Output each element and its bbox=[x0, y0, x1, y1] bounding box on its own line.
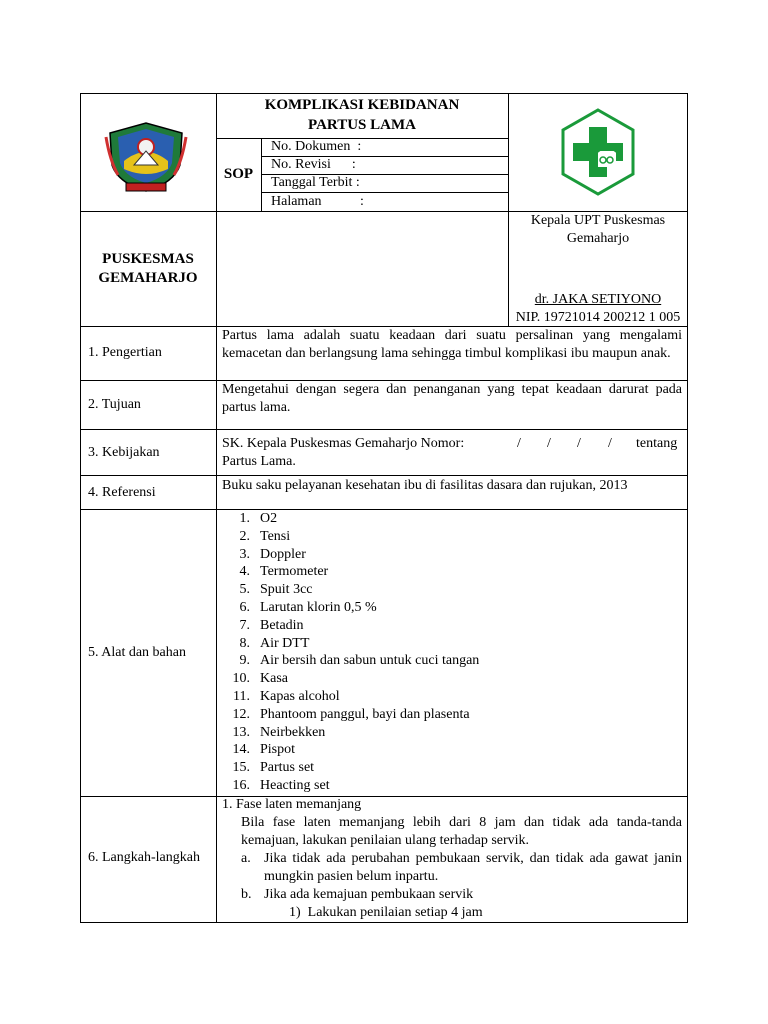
kebijakan-slash: / bbox=[547, 436, 551, 451]
list-item bbox=[222, 528, 290, 546]
list-item bbox=[222, 635, 309, 653]
list-item bbox=[222, 599, 377, 617]
list-item-number: 10. bbox=[232, 671, 250, 687]
list-item-text: Partus set bbox=[260, 760, 315, 776]
list-item-number: 11. bbox=[233, 689, 250, 704]
list-item-text: Air bersih dan sabun untuk cuci tangan bbox=[260, 653, 480, 669]
list-item bbox=[222, 563, 328, 581]
rule bbox=[261, 138, 262, 211]
list-item-text: Kasa bbox=[260, 671, 288, 687]
list-item-number: 6. bbox=[239, 600, 250, 615]
list-item bbox=[222, 510, 277, 528]
list-item-text: Kapas alcohol bbox=[260, 689, 340, 704]
list-item-number: 3. bbox=[239, 546, 250, 562]
rule bbox=[216, 138, 508, 139]
rule bbox=[80, 922, 688, 923]
kebijakan-slash: / bbox=[517, 436, 521, 451]
section-label-langkah: 6. Langkah-langkah bbox=[88, 850, 200, 865]
issue-date-field: Tanggal Terbit : bbox=[271, 175, 360, 190]
list-item bbox=[222, 759, 314, 777]
list-item-text: Spuit 3cc bbox=[260, 582, 313, 598]
list-item-number: 12. bbox=[232, 706, 250, 722]
list-item-number: 7. bbox=[239, 617, 250, 633]
equipment-list bbox=[222, 510, 682, 796]
head-title-line2: Gemaharjo bbox=[566, 231, 630, 246]
step1a-label: a. bbox=[241, 851, 251, 866]
section-text-pengertian: Partus lama adalah suatu keadaan dari suatu persalinan yang mengalami kemacetan dan berlangsung lama sehingga timbul komplikasi ibu maupun anak. bbox=[222, 328, 682, 361]
list-item-number: 16. bbox=[232, 778, 250, 793]
list-item bbox=[222, 706, 470, 724]
section-label-referensi: 4. Referensi bbox=[88, 485, 156, 500]
section-text-referensi: Buku saku pelayanan kesehatan ibu di fasilitas dasara dan rujukan, 2013 bbox=[222, 478, 628, 493]
list-item-text: Larutan klorin 0,5 % bbox=[260, 600, 377, 615]
doc-title-line2: PARTUS LAMA bbox=[308, 117, 416, 133]
regency-crest-icon bbox=[104, 113, 188, 195]
list-item bbox=[222, 777, 330, 795]
section-label-tujuan: 2. Tujuan bbox=[88, 397, 141, 412]
list-item bbox=[222, 546, 306, 564]
list-item-text: Phantoom panggul, bayi dan plasenta bbox=[260, 706, 470, 722]
head-name: dr. JAKA SETIYONO bbox=[534, 292, 662, 307]
step1b-1: 1) Lakukan penilaian setiap 4 jam bbox=[289, 905, 483, 920]
list-item-text: Heacting set bbox=[260, 778, 330, 793]
section-label-alat: 5. Alat dan bahan bbox=[88, 645, 186, 660]
puskesmas-cross-icon bbox=[560, 107, 636, 197]
org-name-line1: PUSKESMAS bbox=[102, 251, 194, 267]
list-item-text: O2 bbox=[260, 511, 278, 526]
doc-title-line1: KOMPLIKASI KEBIDANAN bbox=[264, 97, 460, 113]
list-item-text: Tensi bbox=[260, 528, 291, 544]
list-item-number: 13. bbox=[232, 724, 250, 740]
kebijakan-slash: / bbox=[608, 436, 612, 451]
list-item bbox=[222, 617, 304, 635]
org-name-line2: GEMAHARJO bbox=[98, 270, 198, 286]
head-nip: NIP. 19721014 200212 1 005 bbox=[515, 310, 681, 325]
page-field: Halaman : bbox=[271, 194, 364, 209]
list-item-number: 2. bbox=[239, 528, 250, 544]
list-item-text: Betadin bbox=[260, 617, 304, 633]
list-item-text: Termometer bbox=[260, 564, 329, 580]
rule bbox=[80, 429, 688, 430]
list-item bbox=[222, 670, 288, 688]
list-item-number: 9. bbox=[239, 653, 250, 669]
rule bbox=[80, 796, 688, 797]
list-item bbox=[222, 688, 340, 706]
section-label-pengertian: 1. Pengertian bbox=[88, 345, 162, 360]
step1-text: Bila fase laten memanjang lebih dari 8 jam dan tidak ada tanda-tanda kemajuan, lakukan penilaian ulang terhadap servik. bbox=[241, 815, 682, 848]
list-item bbox=[222, 741, 295, 759]
list-item-text: Air DTT bbox=[260, 635, 310, 651]
list-item bbox=[222, 724, 325, 742]
list-item-number: 14. bbox=[232, 742, 250, 758]
list-item-text: Pispot bbox=[260, 742, 296, 758]
step1a-text: Jika tidak ada perubahan pembukaan servik, dan tidak ada gawat janin mungkin pasien belum inpartu. bbox=[264, 851, 682, 884]
section-text-tujuan: Mengetahui dengan segera dan penanganan yang tepat keadaan darurat pada partus lama. bbox=[222, 382, 682, 415]
kebijakan-slash: / bbox=[577, 436, 581, 451]
kebijakan-text-b: tentang bbox=[636, 436, 678, 451]
rule bbox=[80, 93, 81, 923]
list-item-number: 8. bbox=[239, 635, 250, 651]
list-item-number: 15. bbox=[232, 760, 250, 776]
list-item-text: Doppler bbox=[260, 546, 306, 562]
revision-field: No. Revisi : bbox=[271, 157, 356, 172]
kebijakan-text-a: SK. Kepala Puskesmas Gemaharjo Nomor: bbox=[222, 436, 465, 451]
step1b-label: b. bbox=[241, 887, 252, 902]
rule bbox=[80, 475, 688, 476]
list-item bbox=[222, 652, 479, 670]
section-label-kebijakan: 3. Kebijakan bbox=[88, 445, 160, 460]
head-title-line1: Kepala UPT Puskesmas bbox=[530, 213, 666, 228]
step1b-text: Jika ada kemajuan pembukaan servik bbox=[264, 887, 474, 902]
kebijakan-text-line2: Partus Lama. bbox=[222, 454, 296, 469]
step1-title: 1. Fase laten memanjang bbox=[222, 797, 362, 812]
rule bbox=[216, 93, 217, 923]
sop-label: SOP bbox=[223, 166, 254, 182]
list-item-number: 1. bbox=[239, 511, 250, 526]
doc-number-field: No. Dokumen : bbox=[271, 139, 362, 154]
list-item-number: 4. bbox=[239, 564, 250, 580]
list-item-number: 5. bbox=[239, 582, 250, 598]
rule bbox=[80, 93, 688, 94]
list-item bbox=[222, 581, 313, 599]
list-item-text: Neirbekken bbox=[260, 724, 326, 740]
